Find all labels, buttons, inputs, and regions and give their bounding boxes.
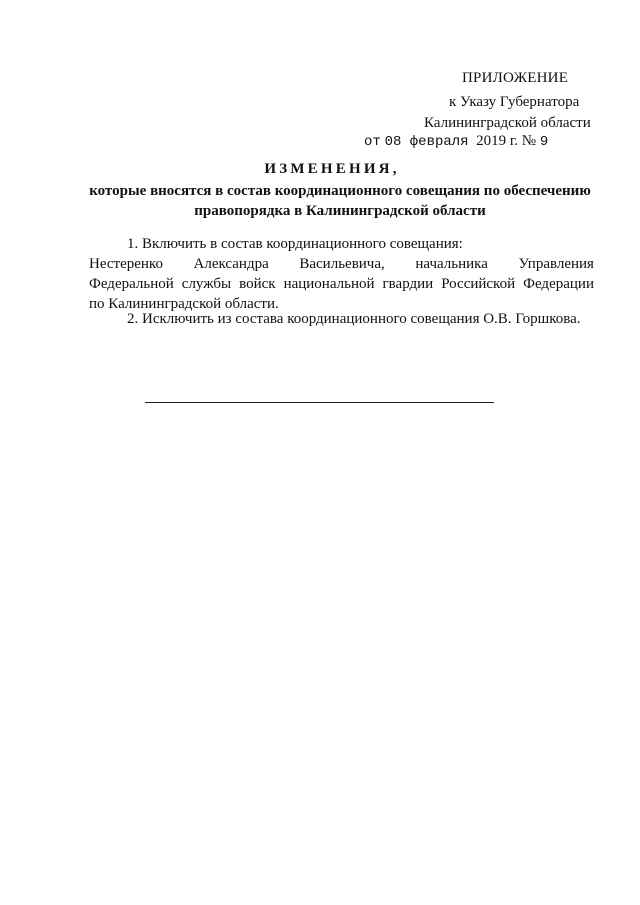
document-title: ИЗМЕНЕНИЯ, xyxy=(264,161,400,177)
word: Васильевича, xyxy=(299,256,385,272)
word: службы xyxy=(181,276,232,292)
appendix-title: ПРИЛОЖЕНИЕ xyxy=(462,70,569,86)
item-1-region-line: по Калининградской области. xyxy=(89,296,279,312)
word: Федеральной xyxy=(89,276,174,292)
word: войск xyxy=(239,276,276,292)
closing-rule xyxy=(145,402,494,403)
appendix-region-line: Калининградской области xyxy=(424,115,591,131)
date-value: 08 февраля xyxy=(384,134,469,150)
appendix-decree-line: к Указу Губернатора xyxy=(449,94,580,110)
appendix-date-line xyxy=(364,133,548,150)
word: Александра xyxy=(193,256,269,272)
date-year: 2019 г. № xyxy=(476,133,537,149)
word: начальника xyxy=(415,256,488,272)
word: Нестеренко xyxy=(89,256,163,272)
document-subtitle-line-2: правопорядка в Калининградской области xyxy=(194,203,486,219)
word: Федерации xyxy=(523,276,594,292)
word: Управления xyxy=(518,256,594,272)
item-2-text: 2. Исключить из состава координационного совещания О.В. Горшкова. xyxy=(127,311,581,327)
document-subtitle-line-1: которые вносятся в состав координационного совещания по обеспечению xyxy=(89,183,591,199)
item-1-person-line xyxy=(89,256,594,273)
date-prefix: от xyxy=(364,134,381,150)
word: Российской xyxy=(441,276,516,292)
word: гвардии xyxy=(382,276,434,292)
item-1-text: 1. Включить в состав координационного совещания: xyxy=(127,236,463,252)
decree-number: 9 xyxy=(539,134,549,150)
word: национальной xyxy=(283,276,375,292)
item-1-position-line xyxy=(89,276,594,293)
